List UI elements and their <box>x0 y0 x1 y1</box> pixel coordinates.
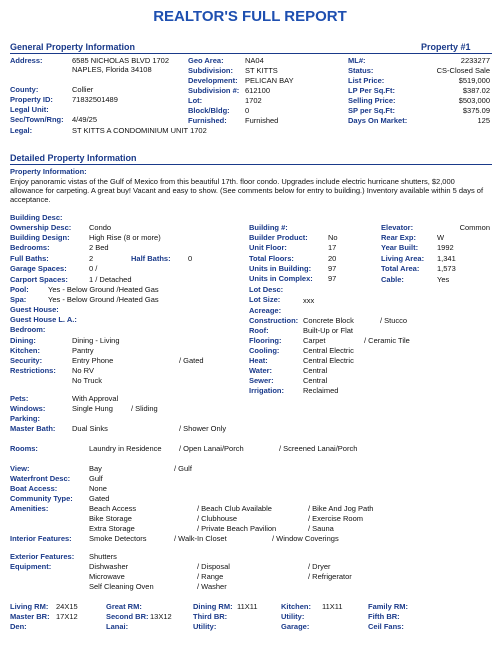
furnished-value: Furnished <box>245 116 279 125</box>
rooms-value-2: / Open Lanai/Porch <box>179 444 244 453</box>
irrigation-label: Irrigation: <box>249 386 284 395</box>
general-divider <box>10 53 492 54</box>
status-label: Status: <box>348 66 374 75</box>
property-info-label: Property Information: <box>10 167 87 176</box>
ml-value: 2233277 <box>460 56 490 65</box>
amenity-item: Bike Storage <box>89 514 132 523</box>
master-br-value: 17X12 <box>56 612 78 621</box>
rooms-label: Rooms: <box>10 444 38 453</box>
roof-label: Roof: <box>249 326 269 335</box>
kitchen-value: Pantry <box>72 346 94 355</box>
windows-value-2: / Sliding <box>131 404 158 413</box>
geo-value: NA04 <box>245 56 264 65</box>
general-heading: General Property Information <box>10 42 136 52</box>
third-br-label: Third BR: <box>193 612 228 621</box>
dom-value: 125 <box>477 116 490 125</box>
lp-sqft-label: LP Per Sq.Ft: <box>348 86 395 95</box>
property-number: Property #1 <box>421 42 471 52</box>
security-value-1: Entry Phone <box>72 356 114 365</box>
community-type-value: Gated <box>89 494 110 503</box>
list-price-label: List Price: <box>348 76 385 85</box>
half-baths-value: 0 <box>188 254 193 263</box>
units-building-label: Units in Building: <box>249 264 312 273</box>
equipment-item: Dishwasher <box>89 562 129 571</box>
sectown-value: 4/49/25 <box>72 115 98 124</box>
equipment-item: / Disposal <box>197 562 230 571</box>
boat-access-value: None <box>89 484 107 493</box>
building-design-label: Building Design: <box>10 233 70 242</box>
master-bath-label: Master Bath: <box>10 424 56 433</box>
second-br-value: 13X12 <box>150 612 172 621</box>
interior-features-label: Interior Features: <box>10 534 72 543</box>
dom-label: Days On Market: <box>348 116 408 125</box>
interior-value-2: / Walk-In Closet <box>174 534 227 543</box>
interior-value-3: / Window Coverings <box>272 534 339 543</box>
subdivision-value: ST KITTS <box>245 66 278 75</box>
construction-value-1: Concrete Block <box>303 316 354 325</box>
flooring-label: Flooring: <box>249 336 282 345</box>
bedrooms-label: Bedrooms: <box>10 243 50 252</box>
waterfront-value: Gulf <box>89 474 103 483</box>
furnished-label: Furnished: <box>188 116 227 125</box>
sp-sqft-value: $375.09 <box>462 106 490 115</box>
bedrooms-value: 2 Bed <box>89 243 109 252</box>
garage-label: Garage: <box>281 622 310 631</box>
builder-product-label: Builder Product: <box>249 233 308 242</box>
cooling-label: Cooling: <box>249 346 280 355</box>
windows-value-1: Single Hung <box>72 404 113 413</box>
great-rm-label: Great RM: <box>106 602 142 611</box>
equipment-item: / Dryer <box>308 562 331 571</box>
elevator-value: Common <box>459 223 490 232</box>
county-value: Collier <box>72 85 94 94</box>
spa-value: Yes - Below Ground /Heated Gas <box>48 295 159 304</box>
development-label: Development: <box>188 76 238 85</box>
living-rm-label: Living RM: <box>10 602 49 611</box>
dining-value: Dining - Living <box>72 336 120 345</box>
cable-value: Yes <box>437 275 450 284</box>
carport-label: Carport Spaces: <box>10 275 68 284</box>
guest-house-la-label: Guest House L. A.: <box>10 315 77 324</box>
legal-value: ST KITTS A CONDOMINIUM UNIT 1702 <box>72 126 207 135</box>
subdivision-num-value: 612100 <box>245 86 271 95</box>
address-label: Address: <box>10 56 43 65</box>
construction-value-2: / Stucco <box>380 316 408 325</box>
restrictions-value-1: No RV <box>72 366 94 375</box>
amenity-item: / Bike And Jog Path <box>308 504 374 513</box>
den-label: Den: <box>10 622 27 631</box>
builder-product-value: No <box>328 233 338 242</box>
water-label: Water: <box>249 366 273 375</box>
equipment-label: Equipment: <box>10 562 52 571</box>
windows-label: Windows: <box>10 404 46 413</box>
sectown-label: Sec/Town/Rng: <box>10 115 64 124</box>
lot-size-label: Lot Size: <box>249 295 281 304</box>
address-line2: NAPLES, Florida 34108 <box>72 65 152 74</box>
rear-exp-value: W <box>437 233 445 242</box>
amenities-label: Amenities: <box>10 504 49 513</box>
ceil-fans-label: Ceil Fans: <box>368 622 404 631</box>
exterior-value: Shutters <box>89 552 117 561</box>
amenity-item: / Beach Club Available <box>197 504 272 513</box>
exterior-features-label: Exterior Features: <box>10 552 75 561</box>
flooring-value-2: / Ceramic Tile <box>364 336 410 345</box>
bedroom-label: Bedroom: <box>10 325 46 334</box>
guest-house-label: Guest House: <box>10 305 59 314</box>
utility-label: Utility: <box>281 612 305 621</box>
view-value-2: / Gulf <box>174 464 192 473</box>
view-value-1: Bay <box>89 464 102 473</box>
flooring-value-1: Carpet <box>303 336 326 345</box>
sp-sqft-label: SP per Sq.Ft: <box>348 106 395 115</box>
equipment-item: / Refrigerator <box>308 572 352 581</box>
units-building-value: 97 <box>328 264 337 273</box>
master-bath-value-2: / Shower Only <box>179 424 227 433</box>
parking-label: Parking: <box>10 414 41 423</box>
restrictions-label: Restrictions: <box>10 366 56 375</box>
dining-rm-value: 11X11 <box>237 602 258 611</box>
selling-price-label: Selling Price: <box>348 96 396 105</box>
view-label: View: <box>10 464 30 473</box>
waterfront-label: Waterfront Desc: <box>10 474 71 483</box>
legal-label: Legal: <box>10 126 33 135</box>
lp-sqft-value: $387.02 <box>462 86 490 95</box>
lot-desc-label: Lot Desc: <box>249 285 284 294</box>
pool-value: Yes - Below Ground /Heated Gas <box>48 285 159 294</box>
heat-label: Heat: <box>249 356 268 365</box>
equipment-item: / Range <box>197 572 224 581</box>
lot-label: Lot: <box>188 96 203 105</box>
acreage-label: Acreage: <box>249 306 282 315</box>
living-rm-value: 24X15 <box>56 602 78 611</box>
rooms-value-1: Laundry in Residence <box>89 444 162 453</box>
property-description: Enjoy panoramic vistas of the Gulf of Mexico from this beautiful 17th. floor condo. Upgrades include electric hurricane shutters, $2,000 allowance for carpeting. A great buy! Vacant and easy to show. (See comments below for entry to building.) Inventory available within 5 days of acceptance. <box>10 177 484 204</box>
legal-unit-label: Legal Unit: <box>10 105 49 114</box>
detailed-heading: Detailed Property Information <box>10 153 137 163</box>
ownership-label: Ownership Desc: <box>10 223 72 232</box>
boat-access-label: Boat Access: <box>10 484 58 493</box>
dining-rm-label: Dining RM: <box>193 602 233 611</box>
cooling-value: Central Electric <box>303 346 354 355</box>
master-br-label: Master BR: <box>10 612 50 621</box>
lot-size-value: xxx <box>303 296 315 305</box>
dining-label: Dining: <box>10 336 36 345</box>
security-label: Security: <box>10 356 43 365</box>
living-area-label: Living Area: <box>381 254 425 263</box>
development-value: PELICAN BAY <box>245 76 294 85</box>
rear-exp-label: Rear Exp: <box>381 233 417 242</box>
garage-spaces-label: Garage Spaces: <box>10 264 67 273</box>
geo-label: Geo Area: <box>188 56 224 65</box>
amenity-item: / Private Beach Pavilion <box>197 524 277 533</box>
irrigation-value: Reclaimed <box>303 386 339 395</box>
pets-label: Pets: <box>10 394 29 403</box>
kitchen-label: Kitchen: <box>10 346 40 355</box>
spa-label: Spa: <box>10 295 27 304</box>
rooms-value-3: / Screened Lanai/Porch <box>279 444 358 453</box>
heat-value: Central Electric <box>303 356 354 365</box>
equipment-item: Microwave <box>89 572 125 581</box>
year-built-value: 1992 <box>437 243 454 252</box>
kitchen-rm-label: Kitchen: <box>281 602 311 611</box>
roof-value: Built-Up or Flat <box>303 326 354 335</box>
detailed-divider <box>10 164 492 165</box>
equipment-item: Self Cleaning Oven <box>89 582 154 591</box>
pets-value: With Approval <box>72 394 119 403</box>
property-id-label: Property ID: <box>10 95 53 104</box>
year-built-label: Year Built: <box>381 243 419 252</box>
family-rm-label: Family RM: <box>368 602 409 611</box>
amenity-item: / Exercise Room <box>308 514 364 523</box>
total-floors-label: Total Floors: <box>249 254 294 263</box>
property-id-value: 71832501489 <box>72 95 118 104</box>
utility-2-label: Utility: <box>193 622 217 631</box>
kitchen-rm-value: 11X11 <box>322 602 343 611</box>
block-label: Block/Bldg: <box>188 106 230 115</box>
building-num-label: Building #: <box>249 223 288 232</box>
building-design-value: High Rise (8 or more) <box>89 233 161 242</box>
report-title: REALTOR'S FULL REPORT <box>153 8 347 25</box>
construction-label: Construction: <box>249 316 299 325</box>
sewer-label: Sewer: <box>249 376 274 385</box>
units-complex-value: 97 <box>328 274 337 283</box>
elevator-label: Elevator: <box>381 223 414 232</box>
sewer-value: Central <box>303 376 328 385</box>
unit-floor-value: 17 <box>328 243 337 252</box>
status-value: CS-Closed Sale <box>436 66 490 75</box>
ownership-value: Condo <box>89 223 112 232</box>
total-area-value: 1,573 <box>437 264 456 273</box>
lanai-label: Lanai: <box>106 622 129 631</box>
subdivision-label: Subdivision: <box>188 66 233 75</box>
lot-value: 1702 <box>245 96 262 105</box>
block-value: 0 <box>245 106 250 115</box>
equipment-item: / Washer <box>197 582 227 591</box>
amenity-item: Beach Access <box>89 504 137 513</box>
cable-label: Cable: <box>381 275 404 284</box>
subdivision-num-label: Subdivision #: <box>188 86 240 95</box>
security-value-2: / Gated <box>179 356 204 365</box>
address-line1: 6585 NICHOLAS BLVD 1702 <box>72 56 169 65</box>
selling-price-value: $503,000 <box>458 96 490 105</box>
carport-value: 1 / Detached <box>89 275 132 284</box>
restrictions-value-2: No Truck <box>72 376 103 385</box>
county-label: County: <box>10 85 39 94</box>
master-bath-value-1: Dual Sinks <box>72 424 108 433</box>
pool-label: Pool: <box>10 285 29 294</box>
amenity-item: Extra Storage <box>89 524 135 533</box>
building-desc-label: Building Desc: <box>10 213 63 222</box>
ml-label: ML#: <box>348 56 366 65</box>
community-type-label: Community Type: <box>10 494 73 503</box>
living-area-value: 1,341 <box>437 254 456 263</box>
half-baths-label: Half Baths: <box>131 254 171 263</box>
water-value: Central <box>303 366 328 375</box>
full-baths-value: 2 <box>89 254 94 263</box>
second-br-label: Second BR: <box>106 612 149 621</box>
interior-value-1: Smoke Detectors <box>89 534 147 543</box>
total-area-label: Total Area: <box>381 264 420 273</box>
full-baths-label: Full Baths: <box>10 254 49 263</box>
total-floors-value: 20 <box>328 254 337 263</box>
list-price-value: $519,000 <box>458 76 490 85</box>
fifth-br-label: Fifth BR: <box>368 612 400 621</box>
garage-spaces-value: 0 / <box>89 264 98 273</box>
amenity-item: / Clubhouse <box>197 514 238 523</box>
amenity-item: / Sauna <box>308 524 334 533</box>
unit-floor-label: Unit Floor: <box>249 243 287 252</box>
units-complex-label: Units in Complex: <box>249 274 313 283</box>
